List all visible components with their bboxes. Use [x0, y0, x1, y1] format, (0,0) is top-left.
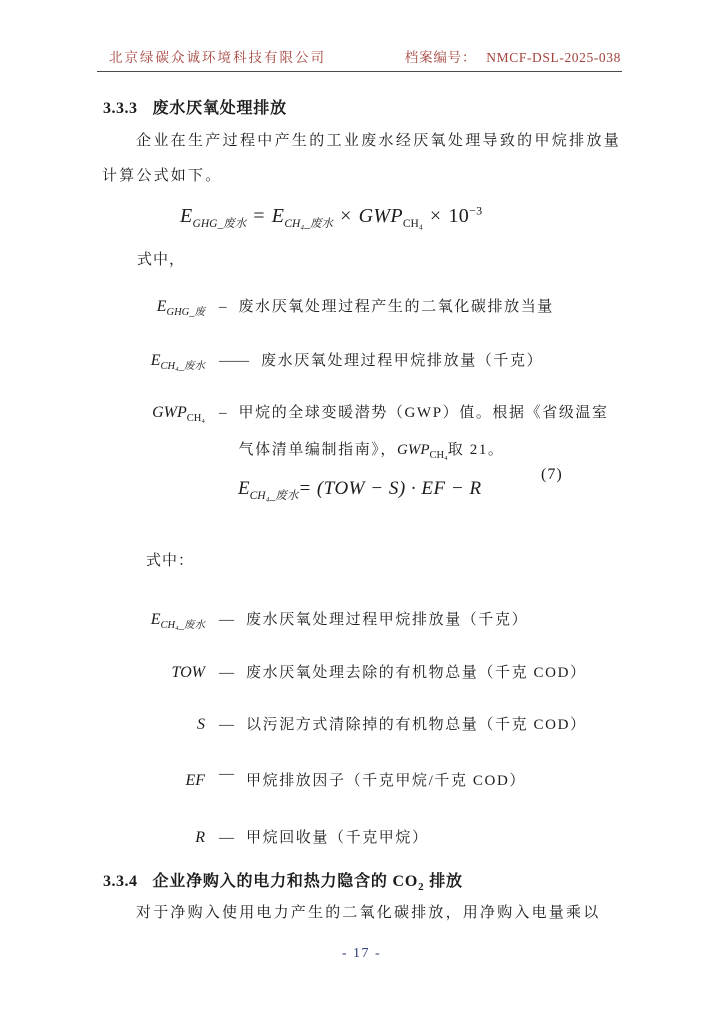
equals-sign: =: [253, 204, 265, 227]
definition-description: 废水厌氧处理去除的有机物总量（千克 COD）: [246, 665, 587, 681]
definition-row-ech4: [103, 342, 622, 385]
section-333-heading: [103, 95, 621, 118]
section-number: 3.3.4: [103, 873, 138, 890]
header-divider: [97, 71, 622, 72]
definition-row-ef: [103, 762, 622, 800]
definition-description: 废水厌氧处理过程甲烷排放量（千克）: [246, 612, 529, 628]
where-label-1: 式中，: [137, 252, 186, 268]
definition-dash: –: [219, 405, 227, 421]
definition-description: 废水厌氧处理过程产生的二氧化碳排放当量: [238, 299, 554, 315]
archive-number: [405, 46, 621, 66]
page-header: [109, 46, 621, 66]
definition-row-r: [103, 819, 622, 857]
intro-paragraph: 企业在生产过程中产生的工业废水经厌氧处理导致的甲烷排放量计算公式如下。: [102, 133, 621, 184]
formula-rhs1: $E_{CH_4\_废水}$: [271, 204, 334, 230]
formula-ghg-wastewater: [180, 203, 482, 231]
definition-symbol: $E_{CH_4\_废水}$: [150, 611, 205, 632]
definition-dash: —: [219, 665, 234, 681]
section-number: 3.3.3: [103, 100, 138, 117]
section-334-paragraph: 对于净购入使用电力产生的二氧化碳排放，用净购入电量乘以: [136, 905, 601, 921]
where-label-2: 式中：: [146, 553, 195, 569]
definition-description: 甲烷的全球变暖潜势（GWP）值。根据《省级温室气体清单编制指南》，$GWP_{CH_4}$取 21。: [238, 405, 609, 461]
definition-symbol: $E_{CH_4\_废水}$: [150, 352, 205, 373]
definition-symbol: $GWP_{CH_4}$: [152, 404, 205, 425]
formula-7-block: [103, 466, 622, 518]
definition-row-gwp: [103, 394, 622, 474]
definition-description: 以污泥方式清除掉的有机物总量（千克 COD）: [246, 717, 587, 733]
definition-dash: —: [219, 766, 234, 782]
definition-symbol: $E_{GHG\_废}$: [156, 298, 205, 319]
section-title: 废水厌氧处理排放: [152, 100, 287, 117]
power-of-ten: $10^{-3}$: [448, 203, 483, 227]
definition-dash: —: [219, 717, 234, 733]
definition-dash: –: [219, 299, 227, 315]
archive-label: 档案编号：: [404, 50, 477, 65]
definition-description: 甲烷排放因子（千克甲烷/千克 COD）: [246, 773, 526, 789]
definition-description: 废水厌氧处理过程甲烷排放量（千克）: [261, 353, 544, 369]
definition-row-eghg: [103, 288, 622, 331]
definition-symbol: R: [195, 829, 205, 846]
definition-symbol: S: [197, 716, 205, 733]
definition-description: 甲烷回收量（千克甲烷）: [246, 830, 429, 846]
definition-row-tow: [103, 654, 622, 692]
company-name: 北京绿碳众诚环境科技有限公司: [109, 50, 326, 65]
definition-row-s: [103, 706, 622, 744]
definition-symbol: EF: [185, 772, 205, 789]
times-sign-2: ×: [429, 204, 442, 227]
definition-dash: ——: [219, 353, 249, 369]
equation-number: (7): [541, 466, 563, 483]
section-title: 企业净购入的电力和热力隐含的 $CO_2$ 排放: [152, 873, 463, 894]
page-number: - 17 -: [341, 946, 382, 961]
archive-value: NMCF-DSL-2025-038: [486, 50, 621, 65]
times-sign-1: ×: [340, 204, 352, 227]
formula-ch4-wastewater: $E_{CH_4\_废水}= (TOW - S)$ · EF − R: [238, 478, 482, 502]
definition-row-ech4-2: [103, 601, 622, 644]
inline-gwp-symbol: $GWP_{CH_4}$: [397, 442, 448, 461]
section-334-heading: [103, 868, 621, 893]
definition-symbol: TOW: [171, 664, 205, 681]
formula-lhs: $E_{GHG\_废水}$: [180, 204, 247, 230]
formula-rhs2: $GWP_{CH_4}$: [358, 204, 423, 230]
definition-dash: —: [219, 830, 234, 846]
definition-dash: —: [219, 612, 234, 628]
formula-rhs: = (TOW − S) · EF − R: [298, 478, 482, 499]
